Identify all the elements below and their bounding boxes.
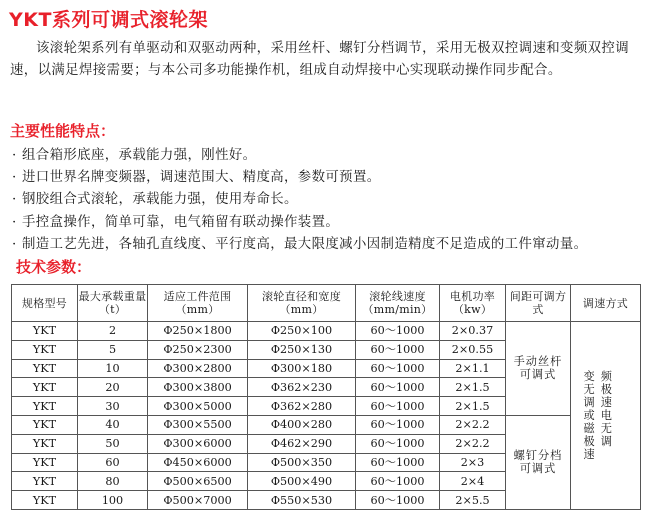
table-row: YKT 50 Φ300×6000 Φ462×290 60～1000 2×2.2	[12, 434, 641, 453]
adjust-manual-cell: 手动丝杆可调式	[506, 322, 571, 416]
header-motor-power: 电机功率（kw）	[440, 285, 506, 322]
table-row: YKT 30 Φ300×5000 Φ362×280 60～1000 2×1.5	[12, 397, 641, 416]
table-row: YKT 20 Φ300×3800 Φ362×230 60～1000 2×1.5	[12, 378, 641, 397]
table-row: YKT 2 Φ250×1800 Φ250×100 60～1000 2×0.37 手动丝杆可调式 变频无极调速或电磁无极调速	[12, 322, 641, 341]
spec-heading: 技术参数：	[16, 258, 92, 276]
speed-mode-cell: 变频无极调速或电磁无极调速	[571, 322, 641, 510]
table-row: YKT 5 Φ250×2300 Φ250×130 60～1000 2×0.55	[12, 340, 641, 359]
header-roller-size: 滚轮直径和宽度（mm）	[248, 285, 356, 322]
feature-item: · 进口世界名牌变频器，调速范围大、精度高，参数可预置。	[12, 167, 642, 189]
header-linear-speed: 滚轮线速度（mm/min）	[356, 285, 440, 322]
features-list	[12, 145, 642, 256]
features-heading: 主要性能特点：	[10, 122, 116, 140]
table-row: YKT 40 Φ300×5500 Φ400×280 60～1000 2×2.2 螺钉分档可调式	[12, 415, 641, 434]
header-workpiece-range: 适应工件范围（mm）	[148, 285, 248, 322]
bullet-icon: ·	[12, 236, 17, 252]
table-row: YKT 80 Φ500×6500 Φ500×490 60～1000 2×4	[12, 472, 641, 491]
feature-item: · 钢胶组合式滚轮，承载能力强，使用寿命长。	[12, 189, 642, 211]
feature-item: · 制造工艺先进，各轴孔直线度、平行度高，最大限度减小因制造精度不足造成的工件窜动量。	[12, 234, 642, 256]
feature-item: · 手控盒操作，简单可靠，电气箱留有联动操作装置。	[12, 212, 642, 234]
table-row: YKT 10 Φ300×2800 Φ300×180 60～1000 2×1.1	[12, 359, 641, 378]
bullet-icon: ·	[12, 192, 17, 208]
spec-table	[11, 284, 641, 510]
header-adjust-mode: 间距可调方式	[506, 285, 571, 322]
adjust-screw-cell: 螺钉分档可调式	[506, 415, 571, 509]
header-model: 规格型号	[12, 285, 78, 322]
bullet-icon: ·	[12, 170, 17, 186]
table-row: YKT 100 Φ500×7000 Φ550×530 60～1000 2×5.5	[12, 491, 641, 510]
intro-paragraph: 该滚轮架系列有单驱动和双驱动两种，采用丝杆、螺钉分档调节，采用无极双控调速和变频双控调速，以满足焊接需要；与本公司多功能操作机，组成自动焊接中心实现联动操作同步配合。	[10, 41, 629, 78]
table-row: YKT 60 Φ450×6000 Φ500×350 60～1000 2×3	[12, 453, 641, 472]
header-speed-mode: 调速方式	[571, 285, 641, 322]
table-header-row	[12, 285, 641, 322]
bullet-icon: ·	[12, 148, 17, 163]
page-title: YKT系列可调式滚轮架	[9, 9, 208, 31]
bullet-icon: ·	[12, 214, 17, 230]
header-max-load: 最大承载重量（t）	[78, 285, 148, 322]
feature-item: · 组合箱形底座，承载能力强，刚性好。	[12, 145, 642, 167]
